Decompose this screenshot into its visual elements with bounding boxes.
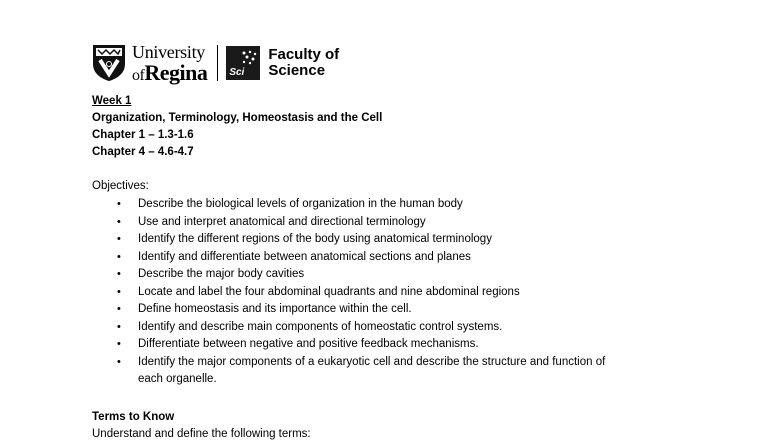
list-item: [92, 354, 605, 389]
faculty-name: [268, 47, 339, 80]
week-heading: Week 1: [92, 95, 132, 107]
sci-badge-label: Sci: [229, 67, 245, 78]
list-item: • Locate and label the four abdominal quadrants and nine abdominal regions: [92, 284, 605, 302]
list-item: • Differentiate between negative and positive feedback mechanisms.: [92, 336, 605, 354]
objective-line-continued: each organelle.: [138, 373, 217, 385]
bullet-icon: •: [117, 250, 121, 263]
chapter-4-reference: Chapter 4 – 4.6-4.7: [92, 146, 194, 158]
list-item: • Describe the major body cavities: [92, 266, 605, 284]
bullet-icon: •: [117, 338, 121, 350]
topic-heading: Organization, Terminology, Homeostasis and the Cell: [92, 112, 383, 124]
bullet-icon: •: [117, 303, 121, 315]
list-item: • Describe the biological levels of organization in the human body: [92, 196, 605, 214]
terms-intro: Understand and define the following terms:: [92, 428, 311, 440]
logo-divider: [217, 45, 218, 81]
bullet-icon: •: [117, 215, 121, 228]
chapter-1-reference: Chapter 1 – 1.3-1.6: [92, 129, 194, 141]
university-wordmark: [132, 43, 207, 84]
list-item: • Identify and differentiate between anatomical sections and planes: [92, 249, 605, 267]
university-regina: Regina: [144, 59, 208, 85]
list-item: • Identify and describe main components of homeostatic control systems.: [92, 319, 605, 337]
bullet-icon: •: [117, 198, 121, 210]
objectives-list: [92, 196, 605, 389]
bullet-icon: •: [117, 285, 121, 298]
university-crest-icon: [92, 44, 126, 82]
bullet-icon: •: [117, 320, 121, 333]
faculty-line1: Faculty of: [268, 45, 340, 63]
bullet-icon: •: [117, 355, 121, 368]
science-logo-icon: [226, 46, 260, 80]
university-line1: University: [132, 41, 205, 62]
university-of: of: [132, 66, 145, 84]
university-line2: [132, 59, 208, 85]
bullet-icon: •: [117, 268, 121, 280]
science-dots-icon: [241, 50, 257, 66]
header-logos: [92, 42, 339, 84]
list-item: • Use and interpret anatomical and directional terminology: [92, 214, 605, 232]
faculty-line2: Science: [268, 62, 326, 79]
terms-heading: Terms to Know: [92, 411, 175, 423]
objectives-heading: Objectives:: [92, 180, 149, 192]
bullet-icon: •: [117, 233, 121, 245]
objective-line: Identify the major components of a eukaryotic cell and describe the structure and function of: [138, 355, 606, 368]
list-item: • Define homeostasis and its importance within the cell.: [92, 301, 605, 319]
list-item: • Identify the different regions of the body using anatomical terminology: [92, 231, 605, 249]
